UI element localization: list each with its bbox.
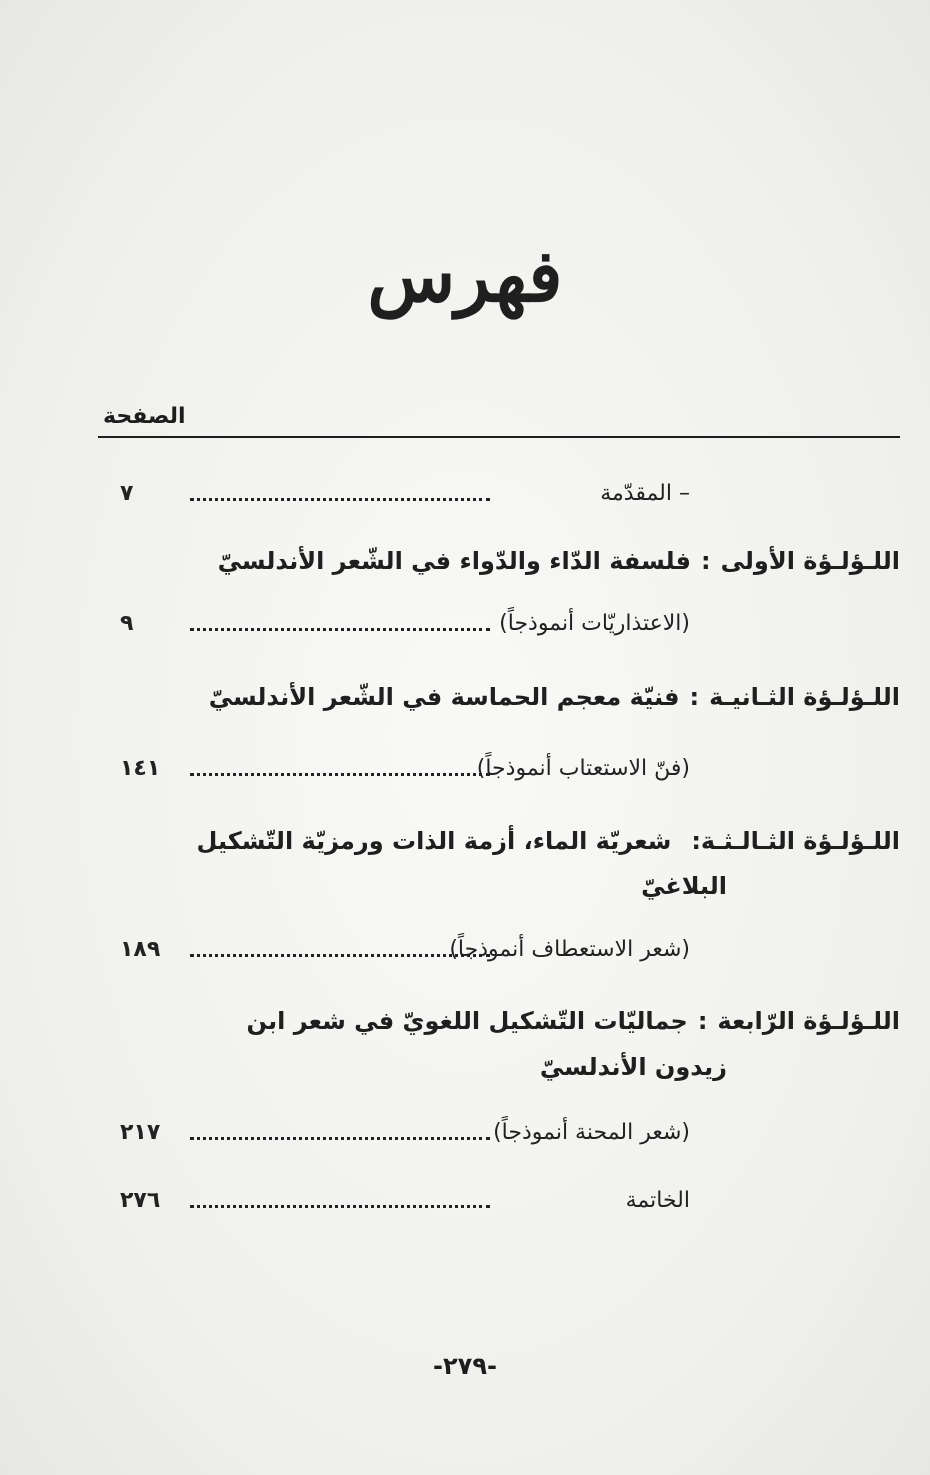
toc-entry-pearl-1[interactable] <box>120 604 710 644</box>
dot-leader <box>190 1191 490 1208</box>
header-rule <box>98 436 900 438</box>
entry-page-number: ١٤١ <box>120 756 161 781</box>
entry-page-number: ٢١٧ <box>120 1120 161 1145</box>
section-separator: : <box>697 1007 708 1035</box>
toc-entry-pearl-4[interactable] <box>120 1113 710 1153</box>
dot-leader <box>190 614 490 631</box>
entry-page-number: ٧ <box>120 481 134 506</box>
page-title: فهرس <box>367 233 563 318</box>
section-topic: جماليّات التّشكيل اللغويّ في شعر ابن <box>246 1007 688 1035</box>
section-topic: فلسفة الدّاء والدّواء في الشّعر الأندلسيّ <box>217 547 691 575</box>
section-heading-3[interactable] <box>180 821 900 861</box>
toc-entry-pearl-3[interactable] <box>120 930 710 970</box>
entry-page-number: ٢٧٦ <box>120 1188 161 1213</box>
toc-entry-pearl-2[interactable] <box>120 749 710 789</box>
section-label: اللـؤلـؤة الثـالـثـة: <box>691 827 900 855</box>
entry-page-number: ١٨٩ <box>120 937 161 962</box>
section-heading-1[interactable] <box>180 541 900 581</box>
section-topic-continuation-4: زيدون الأندلسيّ <box>539 1053 727 1081</box>
page-number: -٢٧٩- <box>433 1352 497 1380</box>
dot-leader <box>190 1123 490 1140</box>
section-label: اللـؤلـؤة الأولى <box>720 547 900 575</box>
entry-subtitle: (الاعتذاريّات أنموذجاً) <box>499 611 690 636</box>
section-heading-4[interactable] <box>180 1001 900 1041</box>
section-heading-2[interactable] <box>180 677 900 717</box>
toc-entry-introduction[interactable] <box>120 474 710 514</box>
dot-leader <box>190 484 490 501</box>
section-topic: شعريّة الماء، أزمة الذات ورمزيّة التّشكيل <box>196 827 672 855</box>
section-label: اللـؤلـؤة الرّابعة <box>717 1007 900 1035</box>
section-topic: فنيّة معجم الحماسة في الشّعر الأندلسيّ <box>208 683 680 711</box>
section-separator: : <box>689 683 700 711</box>
section-separator: : <box>701 547 711 575</box>
dot-leader <box>190 940 490 957</box>
entry-subtitle: (شعر المحنة أنموذجاً) <box>493 1120 690 1145</box>
entry-text: الخاتمة <box>625 1188 690 1213</box>
entry-page-number: ٩ <box>120 611 134 636</box>
section-topic-continuation-3: البلاغيّ <box>641 872 727 900</box>
dot-leader <box>190 759 490 776</box>
entry-subtitle: (شعر الاستعطاف أنموذجاً) <box>449 937 690 962</box>
toc-entry-conclusion[interactable] <box>120 1181 710 1221</box>
entry-text: – المقدّمة <box>600 481 690 506</box>
page-column-header: الصفحة <box>103 404 186 429</box>
entry-subtitle: (فنّ الاستعتاب أنموذجاً) <box>476 756 690 781</box>
section-label: اللـؤلـؤة الثـانيـة <box>709 683 900 711</box>
